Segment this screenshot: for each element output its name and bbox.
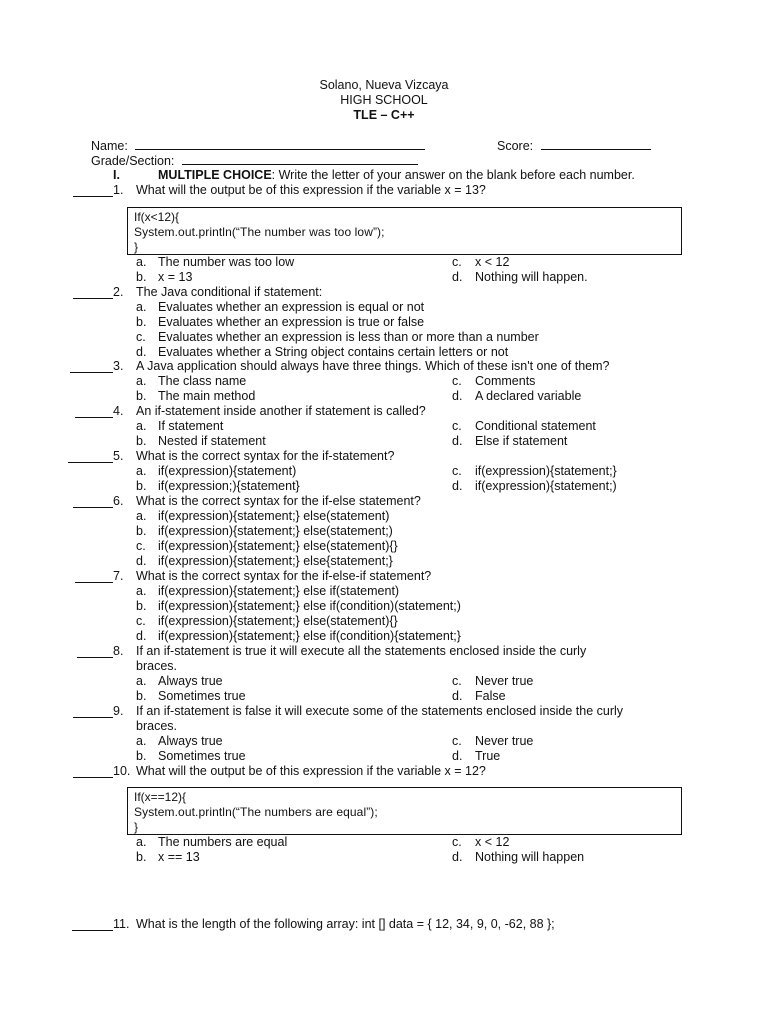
choice-text: The main method bbox=[158, 389, 256, 403]
choice-letter: d. bbox=[452, 389, 463, 403]
choice-letter: c. bbox=[136, 330, 146, 344]
choice-letter: a. bbox=[136, 300, 147, 314]
choice-letter: a. bbox=[136, 509, 147, 523]
question-text-continued: braces. bbox=[136, 659, 177, 673]
question-text: What will the output be of this expression if the variable x = 12? bbox=[136, 764, 486, 778]
choice-letter: b. bbox=[136, 599, 147, 613]
answer-blank[interactable] bbox=[72, 917, 113, 931]
choice-letter: a. bbox=[136, 734, 147, 748]
choice-letter: d. bbox=[452, 479, 463, 493]
choice-letter: d. bbox=[136, 345, 147, 359]
section-instruction: : Write the letter of your answer on the blank before each number. bbox=[271, 168, 635, 182]
choice-letter: c. bbox=[136, 614, 146, 628]
choice-letter: d. bbox=[452, 749, 463, 763]
choice-text: A declared variable bbox=[475, 389, 582, 403]
score-field bbox=[497, 138, 651, 154]
question-text: If an if-statement is true it will execute all the statements enclosed inside the curly bbox=[136, 644, 587, 658]
choice-text: if(expression){statement) bbox=[158, 464, 297, 478]
choice-text: if(expression){statement;) bbox=[475, 479, 617, 493]
code-line: System.out.println(“The number was too low”); bbox=[134, 225, 385, 239]
question-text: What will the output be of this expression if the variable x = 13? bbox=[136, 183, 486, 197]
answer-blank[interactable] bbox=[75, 569, 113, 583]
choice-text: if(expression){statement;} else{statement;} bbox=[158, 554, 393, 568]
choice-text: Evaluates whether an expression is less than or more than a number bbox=[158, 330, 539, 344]
section-title: MULTIPLE CHOICE bbox=[158, 168, 272, 182]
choice-text: The number was too low bbox=[158, 255, 295, 269]
choice-letter: a. bbox=[136, 674, 147, 688]
code-box bbox=[127, 787, 682, 835]
choice-letter: b. bbox=[136, 270, 147, 284]
choice-letter: d. bbox=[452, 689, 463, 703]
choice-letter: c. bbox=[452, 835, 462, 849]
choice-text: Else if statement bbox=[475, 434, 568, 448]
question-text: A Java application should always have three things. Which of these isn't one of them? bbox=[136, 359, 610, 373]
question-text: What is the length of the following array: int [] data = { 12, 34, 9, 0, -62, 88 }; bbox=[136, 917, 555, 931]
choice-text: if(expression;){statement} bbox=[158, 479, 300, 493]
question-number: 6. bbox=[113, 494, 124, 508]
choice-text: The class name bbox=[158, 374, 247, 388]
question-text: The Java conditional if statement: bbox=[136, 285, 323, 299]
answer-blank[interactable] bbox=[68, 449, 113, 463]
question-number: 2. bbox=[113, 285, 124, 299]
question-text: What is the correct syntax for the if-statement? bbox=[136, 449, 395, 463]
choice-letter: d. bbox=[136, 554, 147, 568]
choice-letter: c. bbox=[452, 419, 462, 433]
choice-letter: c. bbox=[452, 255, 462, 269]
choice-letter: d. bbox=[452, 270, 463, 284]
choice-letter: a. bbox=[136, 374, 147, 388]
question-text: What is the correct syntax for the if-else-if statement? bbox=[136, 569, 432, 583]
answer-blank[interactable] bbox=[73, 183, 113, 197]
code-line: If(x<12){ bbox=[134, 210, 180, 224]
choice-text: Conditional statement bbox=[475, 419, 596, 433]
choice-letter: b. bbox=[136, 524, 147, 538]
question-number: 7. bbox=[113, 569, 124, 583]
question-text: An if-statement inside another if statement is called? bbox=[136, 404, 426, 418]
choice-text: if(expression){statement;} else if(condition){statement;} bbox=[158, 629, 461, 643]
choice-text: if(expression){statement;} bbox=[475, 464, 617, 478]
choice-letter: d. bbox=[136, 629, 147, 643]
question-number: 3. bbox=[113, 359, 124, 373]
question-number: 8. bbox=[113, 644, 124, 658]
choice-letter: b. bbox=[136, 315, 147, 329]
choice-letter: a. bbox=[136, 255, 147, 269]
section-heading bbox=[158, 168, 635, 183]
answer-blank[interactable] bbox=[73, 494, 113, 508]
choice-text: The numbers are equal bbox=[158, 835, 288, 849]
choice-text: if(expression){statement;} else if(condition)(statement;) bbox=[158, 599, 461, 613]
question-text: If an if-statement is false it will execute some of the statements enclosed inside the curly bbox=[136, 704, 624, 718]
choice-letter: a. bbox=[136, 464, 147, 478]
code-line: System.out.println(“The numbers are equal”); bbox=[134, 805, 378, 819]
choice-text: Never true bbox=[475, 674, 534, 688]
choice-text: Comments bbox=[475, 374, 536, 388]
choice-text: if(expression){statement;} else(statement){} bbox=[158, 539, 398, 553]
question-number: 1. bbox=[113, 183, 124, 197]
choice-letter: b. bbox=[136, 749, 147, 763]
choice-text: if(expression){statement;} else if(statement) bbox=[158, 584, 400, 598]
answer-blank[interactable] bbox=[73, 285, 113, 299]
section-roman: I. bbox=[113, 168, 120, 182]
choice-text: Nested if statement bbox=[158, 434, 266, 448]
choice-letter: c. bbox=[452, 734, 462, 748]
choice-text: if(expression){statement;} else(statement) bbox=[158, 509, 390, 523]
choice-text: x == 13 bbox=[158, 850, 200, 864]
choice-text: True bbox=[475, 749, 501, 763]
choice-text: If statement bbox=[158, 419, 224, 433]
choice-text: if(expression){statement;} else(statement){} bbox=[158, 614, 398, 628]
name-blank[interactable] bbox=[135, 138, 425, 150]
answer-blank[interactable] bbox=[77, 644, 113, 658]
choice-letter: b. bbox=[136, 479, 147, 493]
question-number: 11. bbox=[113, 917, 130, 931]
choice-text: Always true bbox=[158, 734, 223, 748]
code-line: } bbox=[134, 820, 139, 834]
choice-letter: a. bbox=[136, 419, 147, 433]
question-number: 9. bbox=[113, 704, 124, 718]
choice-letter: c. bbox=[452, 374, 462, 388]
choice-text: Nothing will happen bbox=[475, 850, 585, 864]
question-text-continued: braces. bbox=[136, 719, 177, 733]
choice-letter: b. bbox=[136, 389, 147, 403]
choice-letter: d. bbox=[452, 434, 463, 448]
choice-text: Sometimes true bbox=[158, 689, 246, 703]
choice-text: Nothing will happen. bbox=[475, 270, 588, 284]
choice-letter: b. bbox=[136, 434, 147, 448]
choice-text: False bbox=[475, 689, 506, 703]
choice-text: if(expression){statement;} else(statement;) bbox=[158, 524, 393, 538]
answer-blank[interactable] bbox=[73, 764, 113, 778]
score-blank[interactable] bbox=[541, 138, 651, 150]
grade-blank[interactable] bbox=[182, 153, 418, 165]
answer-blank[interactable] bbox=[70, 359, 113, 373]
choice-letter: a. bbox=[136, 835, 147, 849]
choice-text: Never true bbox=[475, 734, 534, 748]
grade-field bbox=[91, 153, 418, 169]
choice-text: Evaluates whether an expression is equal or not bbox=[158, 300, 425, 314]
header-school: HIGH SCHOOL bbox=[340, 93, 428, 107]
name-field bbox=[91, 138, 425, 154]
answer-blank[interactable] bbox=[75, 404, 113, 418]
question-number: 10. bbox=[113, 764, 131, 778]
header-subject: TLE – C++ bbox=[353, 108, 415, 122]
choice-text: Sometimes true bbox=[158, 749, 246, 763]
question-number: 5. bbox=[113, 449, 124, 463]
code-box bbox=[127, 207, 682, 255]
score-label: Score: bbox=[497, 139, 534, 153]
question-text: What is the correct syntax for the if-else statement? bbox=[136, 494, 421, 508]
choice-text: Evaluates whether a String object contains certain letters or not bbox=[158, 345, 509, 359]
header-location: Solano, Nueva Vizcaya bbox=[319, 78, 449, 92]
choice-text: x < 12 bbox=[475, 835, 510, 849]
choice-text: x < 12 bbox=[475, 255, 510, 269]
choice-letter: b. bbox=[136, 850, 147, 864]
answer-blank[interactable] bbox=[73, 704, 113, 718]
choice-letter: c. bbox=[452, 464, 462, 478]
choice-text: Evaluates whether an expression is true or false bbox=[158, 315, 425, 329]
choice-letter: a. bbox=[136, 584, 147, 598]
choice-text: Always true bbox=[158, 674, 223, 688]
code-line: } bbox=[134, 240, 139, 254]
code-line: If(x==12){ bbox=[134, 790, 187, 804]
choice-text: x = 13 bbox=[158, 270, 193, 284]
choice-letter: c. bbox=[136, 539, 146, 553]
question-number: 4. bbox=[113, 404, 124, 418]
choice-letter: c. bbox=[452, 674, 462, 688]
choice-letter: d. bbox=[452, 850, 463, 864]
name-label: Name: bbox=[91, 139, 128, 153]
choice-letter: b. bbox=[136, 689, 147, 703]
grade-label: Grade/Section: bbox=[91, 154, 175, 168]
